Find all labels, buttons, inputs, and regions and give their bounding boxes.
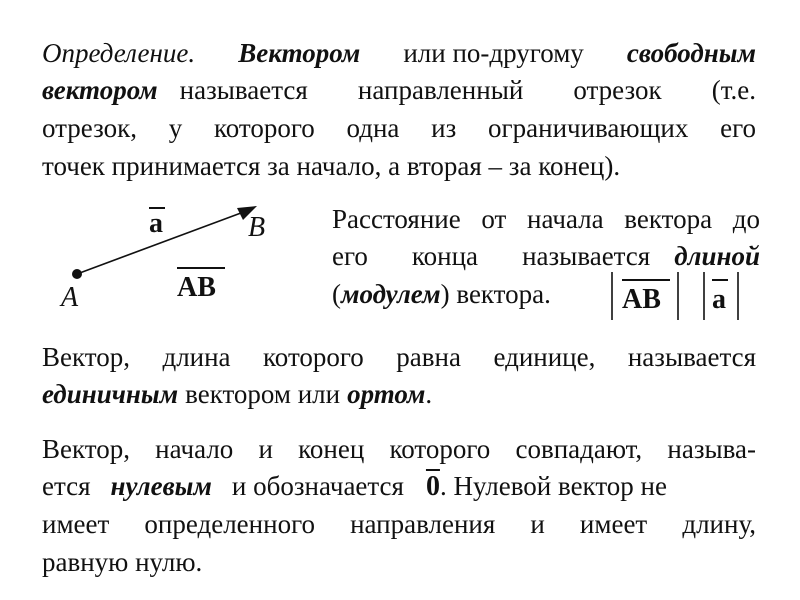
- period: .: [425, 379, 433, 409]
- vec-ab-label: AB: [177, 272, 216, 303]
- text-fragment: называется направленный отрезок (т.е.: [179, 75, 756, 105]
- definition-line-4: точек принимается за начало, а вторая – за конец).: [42, 151, 621, 181]
- zero-line-1: Вектор, начало и конец которого совпадают, называ-: [42, 434, 756, 464]
- term-ort: ортом: [347, 379, 426, 409]
- zero-line-3: имеет определенного направления и имеет длину,: [42, 509, 756, 539]
- term-length: длиной: [674, 241, 760, 271]
- definition-line-3: отрезок, у которого одна из ограничивающих его: [42, 113, 756, 143]
- term-modulus: модулем: [341, 279, 441, 309]
- zero-line-4: равную нулю.: [42, 547, 203, 577]
- length-line-2: [332, 243, 760, 270]
- point-A-label: A: [61, 282, 79, 313]
- point-A-dot: [72, 269, 82, 279]
- term-zero: нулевым: [110, 471, 212, 501]
- text-fragment: вектором или: [185, 379, 341, 409]
- text-fragment: и обозначается: [231, 471, 404, 501]
- term-free: свободным: [626, 38, 756, 68]
- text-fragment: ется: [42, 471, 91, 501]
- paren-open: (: [332, 279, 341, 309]
- abs-ab-label: AB: [622, 284, 661, 315]
- length-line-1: Расстояние от начала вектора до: [332, 204, 760, 234]
- text-fragment: или по-другому: [403, 38, 584, 68]
- text-fragment: . Нулевой вектор не: [439, 471, 667, 501]
- definition-label: Определение.: [42, 38, 196, 68]
- term-vector-2: вектором: [42, 75, 158, 105]
- zero-vector-symbol: 0: [425, 471, 440, 502]
- abs-a-label: a: [712, 284, 726, 315]
- definition-line-1: [42, 40, 756, 67]
- point-B-label: B: [248, 212, 266, 243]
- length-line-3: [332, 281, 551, 308]
- vector-line: [77, 210, 249, 274]
- vector-figure: [55, 196, 295, 320]
- vec-a-label: a: [149, 208, 163, 239]
- term-unit: единичным: [42, 379, 179, 409]
- zero-line-2: [42, 473, 756, 501]
- term-vector: Вектором: [238, 38, 361, 68]
- unit-line-1: Вектор, длина которого равна единице, называется: [42, 342, 756, 372]
- text-fragment: ) вектора.: [440, 279, 551, 309]
- modulus-notation: [606, 268, 756, 324]
- definition-line-2: [42, 77, 756, 104]
- unit-line-2: [42, 381, 432, 408]
- text-fragment: его конца называется: [332, 241, 651, 271]
